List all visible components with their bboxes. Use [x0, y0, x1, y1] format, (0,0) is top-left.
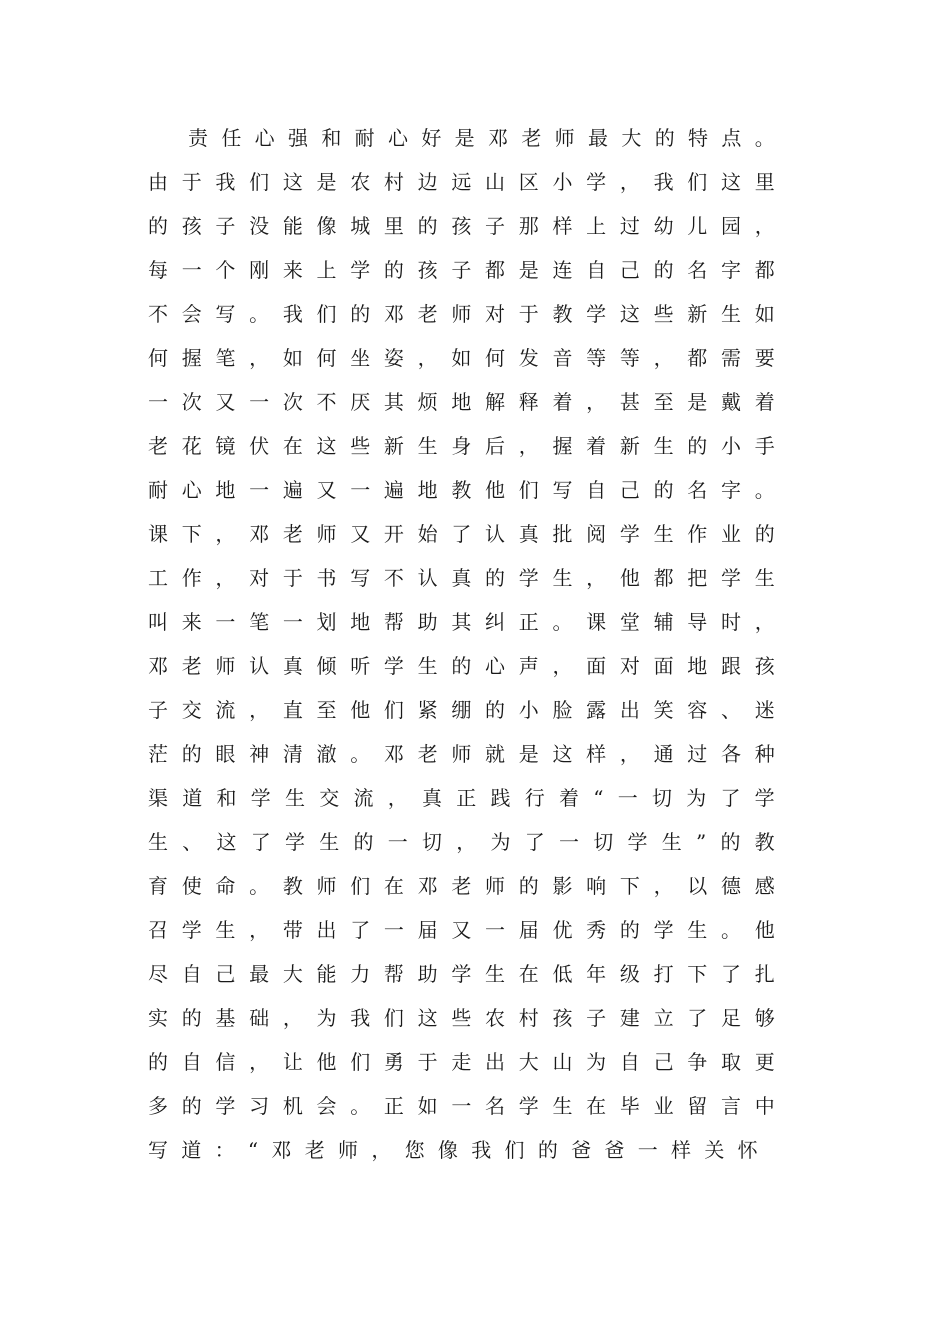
body-paragraph: 责任心强和耐心好是邓老师最大的特点。由于我们这是农村边远山区小学，我们这里的孩子没能像城里的孩子那样上过幼儿园，每一个刚来上学的孩子都是连自己的名字都不会写。我们的邓老师对于教学这些新生如何握笔，如何坐姿，如何发音等等，都需要一次又一次不厌其烦地解释着，甚至是戴着老花镜伏在这些新生身后，握着新生的小手耐心地一遍又一遍地教他们写自己的名字。课下，邓老师又开始了认真批阅学生作业的工作，对于书写不认真的学生，他都把学生叫来一笔一划地帮助其纠正。课堂辅导时，邓老师认真倾听学生的心声，面对面地跟孩子交流，直至他们紧绷的小脸露出笑容、迷茫的眼神清澈。邓老师就是这样，通过各种渠道和学生交流，真正践行着“一切为了学生、这了学生的一切，为了一切学生”的教育使命。教师们在邓老师的影响下，以德感召学生，带出了一届又一届优秀的学生。他尽自己最大能力帮助学生在低年级打下了扎实的基础，为我们这些农村孩子建立了足够的自信，让他们勇于走出大山为自己争取更多的学习机会。正如一名学生在毕业留言中写道：“邓老师，您像我们的爸爸一样关怀: [148, 126, 788, 1162]
